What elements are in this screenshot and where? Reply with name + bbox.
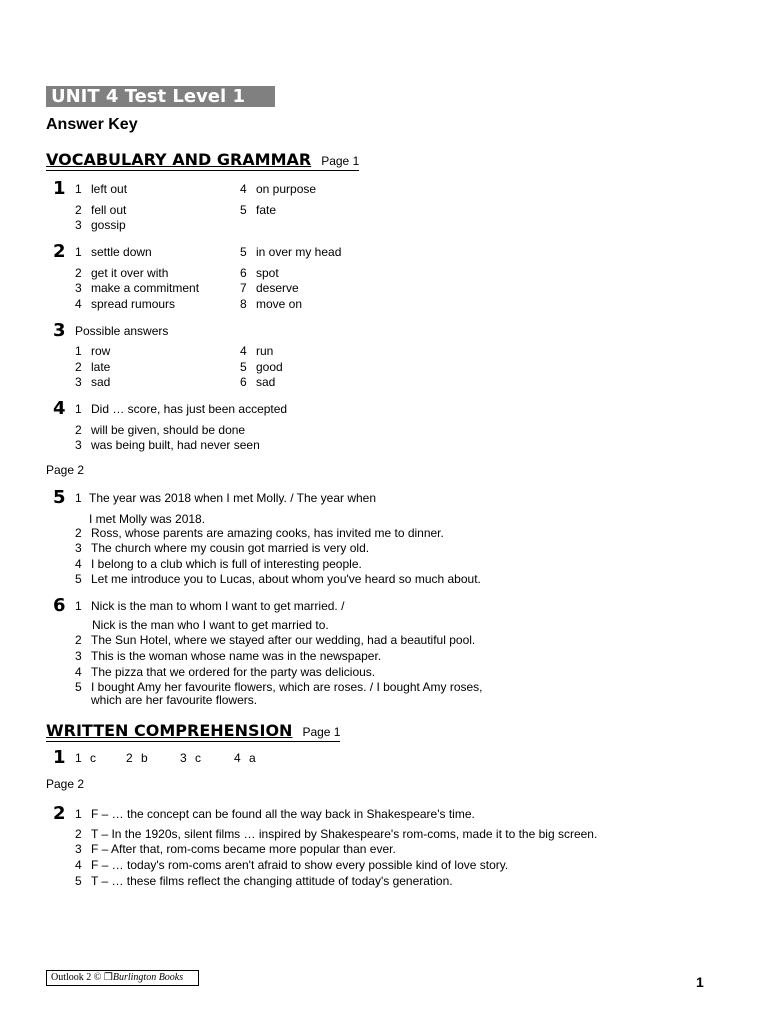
answer-item: 1 Nick is the man to whom I want to get married. / [75, 599, 345, 613]
question-number: 1 [53, 747, 66, 768]
question-number: 4 [53, 398, 66, 419]
answer-item: 5 I bought Amy her favourite flowers, which are roses. / I bought Amy roses, [75, 680, 483, 694]
answer-item: 1 Did … score, has just been accepted [75, 402, 288, 416]
footer-copyright: Outlook 2 © ❒Burlington Books [46, 970, 199, 986]
section-heading-written [46, 721, 340, 742]
answer-item: 2 fell out [75, 203, 127, 217]
answer-item: 4 F – … today's rom-coms aren't afraid to show every possible kind of love story. [75, 858, 509, 872]
publisher-logo-icon: ❒ [103, 972, 113, 983]
answer-item: 1 F – … the concept can be found all the way back in Shakespeare's time. [75, 807, 475, 821]
answer-item: 2 late [75, 360, 111, 374]
answer-item: 4 run [240, 344, 274, 358]
answer-item: 5 in over my head [240, 245, 342, 259]
answer-item: 4 a [234, 751, 256, 765]
section-title: WRITTEN COMPREHENSION [46, 721, 293, 740]
answer-item: 5 Let me introduce you to Lucas, about whom you've heard so much about. [75, 572, 481, 586]
question-number: 1 [53, 178, 66, 199]
question-number: 2 [53, 803, 66, 824]
answer-item: 4 on purpose [240, 182, 317, 196]
answer-item: 4 spread rumours [75, 297, 176, 311]
section-page-label: Page 1 [302, 725, 341, 739]
answer-item: 5 T – … these films reflect the changing attitude of today's generation. [75, 874, 453, 888]
answer-item-continuation: I met Molly was 2018. [89, 512, 206, 526]
answer-item: 3 The church where my cousin got married is very old. [75, 541, 370, 555]
answer-item: 2 get it over with [75, 266, 169, 280]
page-number: 1 [696, 974, 704, 990]
answer-item: 4 The pizza that we ordered for the party was delicious. [75, 665, 376, 679]
answer-item: 5 good [240, 360, 283, 374]
section-title: VOCABULARY AND GRAMMAR [46, 150, 312, 169]
question-number: 2 [53, 241, 66, 262]
answer-item: 2 T – In the 1920s, silent films … inspired by Shakespeare's rom-coms, made it to the big screen. [75, 827, 598, 841]
question-number: 5 [53, 487, 66, 508]
answer-item: 1 row [75, 344, 111, 358]
page-label: Page 2 [46, 463, 85, 477]
answer-item: 3 was being built, had never seen [75, 438, 260, 452]
answer-item: 1 left out [75, 182, 128, 196]
answer-intro: Possible answers [75, 324, 169, 338]
section-page-label: Page 1 [321, 154, 360, 168]
answer-item: 2 The Sun Hotel, where we stayed after our wedding, had a beautiful pool. [75, 633, 476, 647]
question-number: 6 [53, 595, 66, 616]
page-label: Page 2 [46, 777, 85, 791]
answer-item: 1 settle down [75, 245, 152, 259]
answer-item: 1 The year was 2018 when I met Molly. / The year when [75, 491, 377, 505]
answer-item: 2 b [126, 751, 148, 765]
answer-item: 6 spot [240, 266, 279, 280]
answer-item: 6 sad [240, 375, 276, 389]
answer-item: 3 make a commitment [75, 281, 200, 295]
answer-item: 5 fate [240, 203, 277, 217]
answer-item: 8 move on [240, 297, 303, 311]
answer-item: 3 gossip [75, 218, 126, 232]
answer-item: 2 Ross, whose parents are amazing cooks, has invited me to dinner. [75, 526, 444, 540]
answer-item: 3 This is the woman whose name was in the newspaper. [75, 649, 382, 663]
page-title: UNIT 4 Test Level 1 [46, 86, 275, 107]
page-subtitle: Answer Key [46, 116, 138, 133]
answer-item: 2 will be given, should be done [75, 423, 246, 437]
question-number: 3 [53, 320, 66, 341]
answer-item-continuation: Nick is the man who I want to get married to. [92, 618, 329, 632]
answer-item-continuation: which are her favourite flowers. [91, 693, 258, 707]
answer-item: 3 F – After that, rom-coms became more popular than ever. [75, 842, 396, 856]
answer-item: 3 sad [75, 375, 111, 389]
answer-item: 7 deserve [240, 281, 299, 295]
answer-item: 1 c [75, 751, 96, 765]
answer-item: 4 I belong to a club which is full of interesting people. [75, 557, 362, 571]
answer-item: 3 c [180, 751, 201, 765]
section-heading-vocabulary [46, 150, 359, 171]
